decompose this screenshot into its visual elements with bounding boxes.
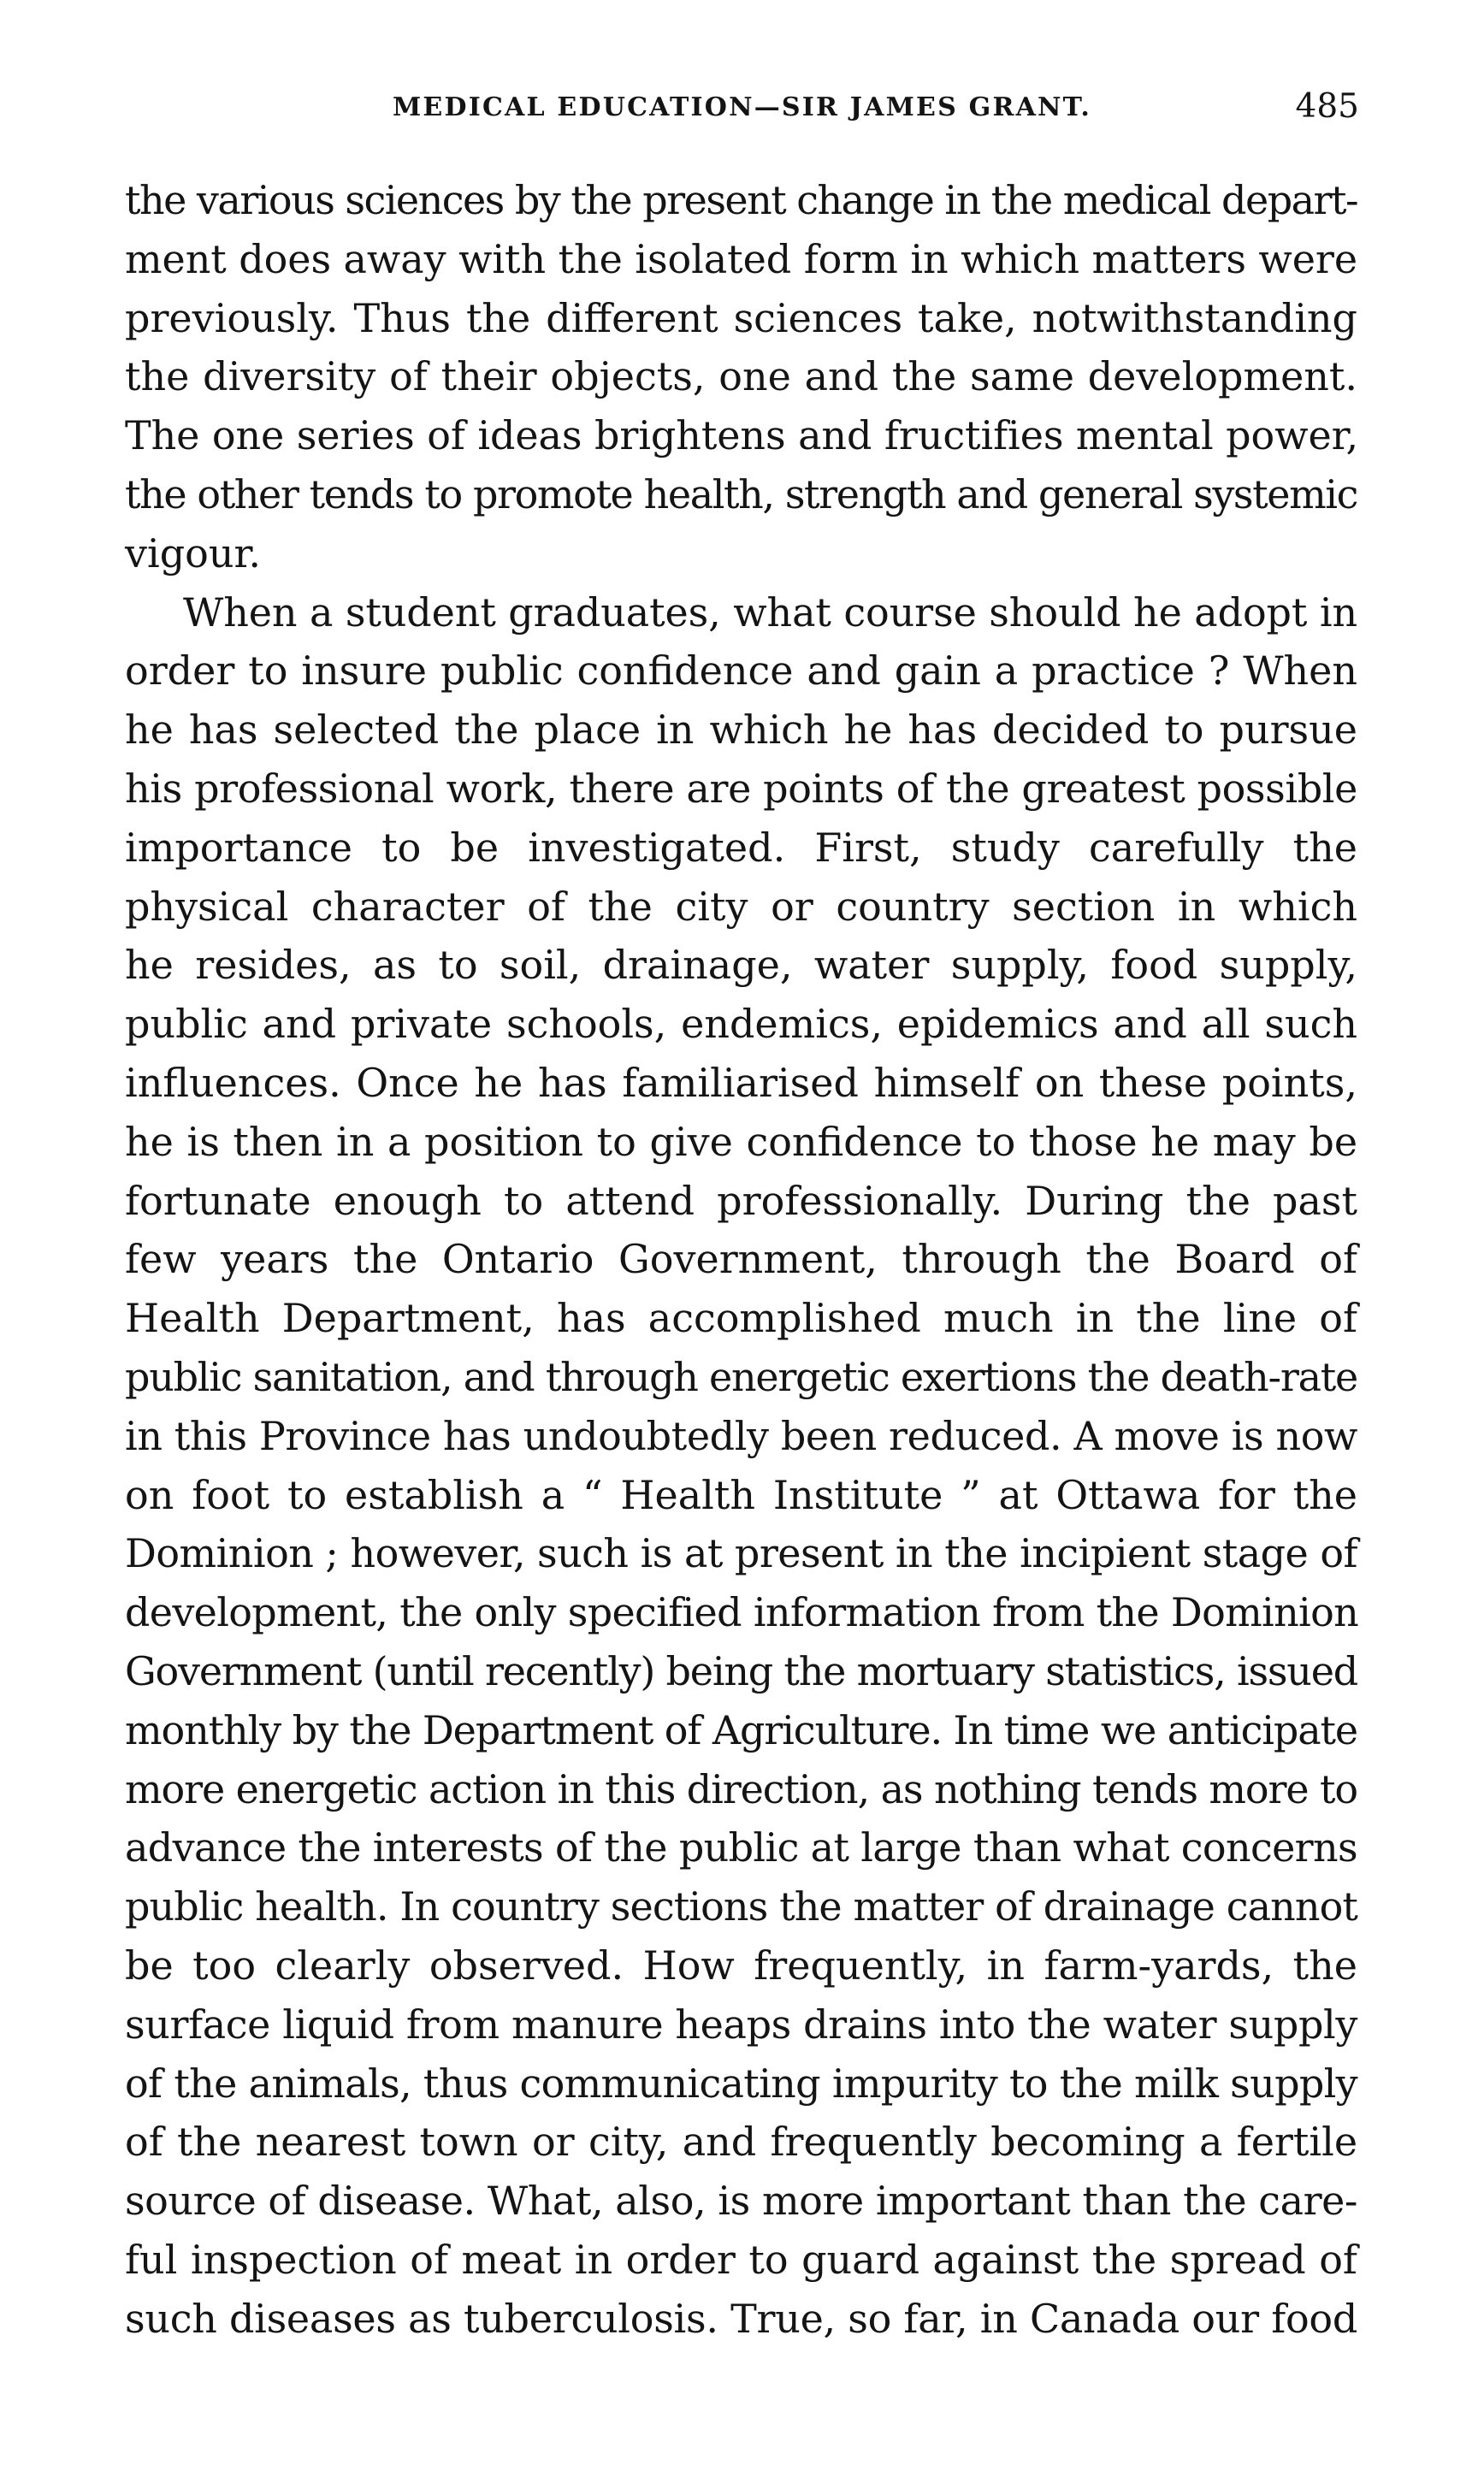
text-line: vigour. — [125, 529, 262, 576]
text-line: previously. Thus the different sciences take, notwithstanding — [125, 294, 1357, 341]
paragraph-1 — [125, 171, 1357, 583]
text-line: few years the Ontario Government, through the Board of — [125, 1236, 1357, 1283]
text-line: ment does away with the isolated form in which matters were — [125, 235, 1357, 282]
body-text — [125, 171, 1357, 2348]
text-line: source of disease. What, also, is more important than the care- — [125, 2178, 1357, 2225]
paragraph-2 — [125, 583, 1357, 2349]
text-line: When a student graduates, what course should he adopt in — [183, 588, 1358, 635]
text-line: The one series of ideas brightens and fructifies mental power, — [125, 412, 1359, 459]
text-line: in this Province has undoubtedly been reduced. A move is now — [125, 1412, 1358, 1459]
text-line: public and private schools, endemics, epidemics and all such — [125, 1001, 1358, 1048]
text-line: of the nearest town or city, and frequently becoming a fertile — [125, 2119, 1358, 2166]
text-line: public health. In country sections the matter of drainage cannot — [125, 1883, 1358, 1930]
running-head — [125, 82, 1359, 133]
text-line: influences. Once he has familiarised himself on these points, — [125, 1059, 1357, 1106]
text-line: monthly by the Department of Agriculture. In time we anticipate — [125, 1706, 1358, 1753]
text-line: Health Department, has accomplished much in the line of — [125, 1295, 1357, 1342]
text-line: importance to be investigated. First, study carefully the — [125, 824, 1357, 871]
running-title: MEDICAL EDUCATION—SIR JAMES GRANT. — [393, 92, 1091, 122]
text-line: the diversity of their objects, one and the same development. — [125, 353, 1358, 400]
text-line: his professional work, there are points of the greatest possible — [125, 765, 1357, 812]
text-line: ful inspection of meat in order to guard against the spread of — [125, 2236, 1357, 2283]
text-line: on foot to establish a “ Health Institute ” at Ottawa for the — [125, 1471, 1358, 1518]
text-line: public sanitation, and through energetic exertions the death-rate — [125, 1353, 1358, 1400]
text-line: the various sciences by the present change in the medical depart- — [125, 177, 1357, 223]
text-line: the other tends to promote health, strength and general systemic — [125, 470, 1357, 517]
text-line: surface liquid from manure heaps drains into the water supply — [125, 2001, 1357, 2048]
text-line: development, the only specified information from the Dominion — [125, 1589, 1359, 1636]
text-line: he is then in a position to give confidence to those he may be — [125, 1118, 1358, 1165]
text-line: more energetic action in this direction, as nothing tends more to — [125, 1765, 1358, 1812]
text-line: such diseases as tuberculosis. True, so far, in Canada our food — [125, 2295, 1358, 2342]
text-line: be too clearly observed. How frequently, in farm-yards, the — [125, 1942, 1357, 1989]
text-line: of the animals, thus communicating impurity to the milk supply — [125, 2060, 1357, 2107]
text-line: he resides, as to soil, drainage, water supply, food supply, — [125, 942, 1357, 989]
text-line: Government (until recently) being the mortuary statistics, issued — [125, 1647, 1357, 1694]
text-line: order to insure public confidence and gain a practice ? When — [125, 647, 1358, 695]
text-line: fortunate enough to attend professionally. During the past — [125, 1177, 1358, 1224]
text-line: physical character of the city or country section in which — [125, 883, 1357, 930]
text-line: Dominion ; however, such is at present in the incipient stage of — [125, 1530, 1357, 1577]
text-line: advance the interests of the public at large than what concerns — [125, 1824, 1357, 1871]
page-number: 485 — [1295, 87, 1359, 126]
text-line: he has selected the place in which he has decided to pursue — [125, 706, 1358, 754]
